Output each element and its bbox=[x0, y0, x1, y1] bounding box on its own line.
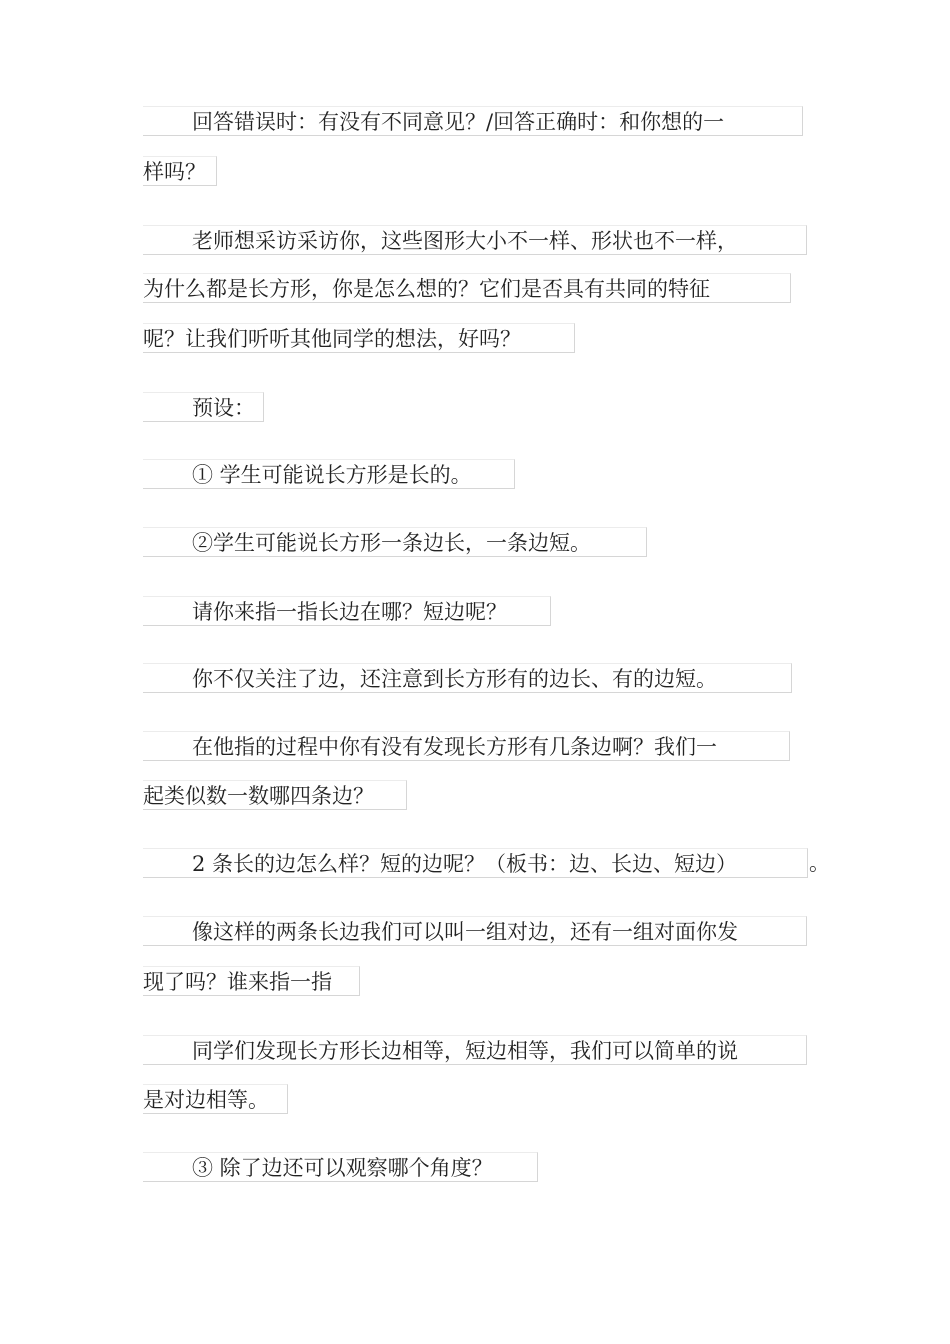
text-line-13-tail: 。 bbox=[809, 851, 830, 875]
text-line-2: 样吗？ bbox=[143, 156, 217, 186]
text-line-7: ① 学生可能说长方形是长的。 bbox=[143, 459, 515, 489]
text-line-6: 预设： bbox=[143, 392, 264, 422]
text-line-9: 请你来指一指长边在哪？短边呢？ bbox=[143, 596, 551, 626]
text-line-11: 在他指的过程中你有没有发现长方形有几条边啊？我们一 bbox=[143, 731, 790, 761]
text-line-14: 像这样的两条长边我们可以叫一组对边，还有一组对面你发 bbox=[143, 916, 807, 946]
text-line-3: 老师想采访采访你，这些图形大小不一样、形状也不一样， bbox=[143, 225, 807, 255]
text-line-10: 你不仅关注了边，还注意到长方形有的边长、有的边短。 bbox=[143, 663, 792, 693]
text-line-16: 同学们发现长方形长边相等，短边相等，我们可以简单的说 bbox=[143, 1035, 807, 1065]
text-line-18: ③ 除了边还可以观察哪个角度？ bbox=[143, 1152, 538, 1182]
text-line-12: 起类似数一数哪四条边？ bbox=[143, 780, 407, 810]
text-line-17: 是对边相等。 bbox=[143, 1084, 288, 1114]
text-line-4: 为什么都是长方形，你是怎么想的？它们是否具有共同的特征 bbox=[143, 273, 791, 303]
text-line-13: 2 条长的边怎么样？短的边呢？（板书：边、长边、短边） bbox=[143, 848, 808, 878]
text-line-8: ②学生可能说长方形一条边长，一条边短。 bbox=[143, 527, 647, 557]
text-line-1: 回答错误时：有没有不同意见？/回答正确时：和你想的一 bbox=[143, 106, 803, 136]
text-line-15: 现了吗？谁来指一指 bbox=[143, 966, 360, 996]
text-line-5: 呢？让我们听听其他同学的想法，好吗？ bbox=[143, 323, 575, 353]
